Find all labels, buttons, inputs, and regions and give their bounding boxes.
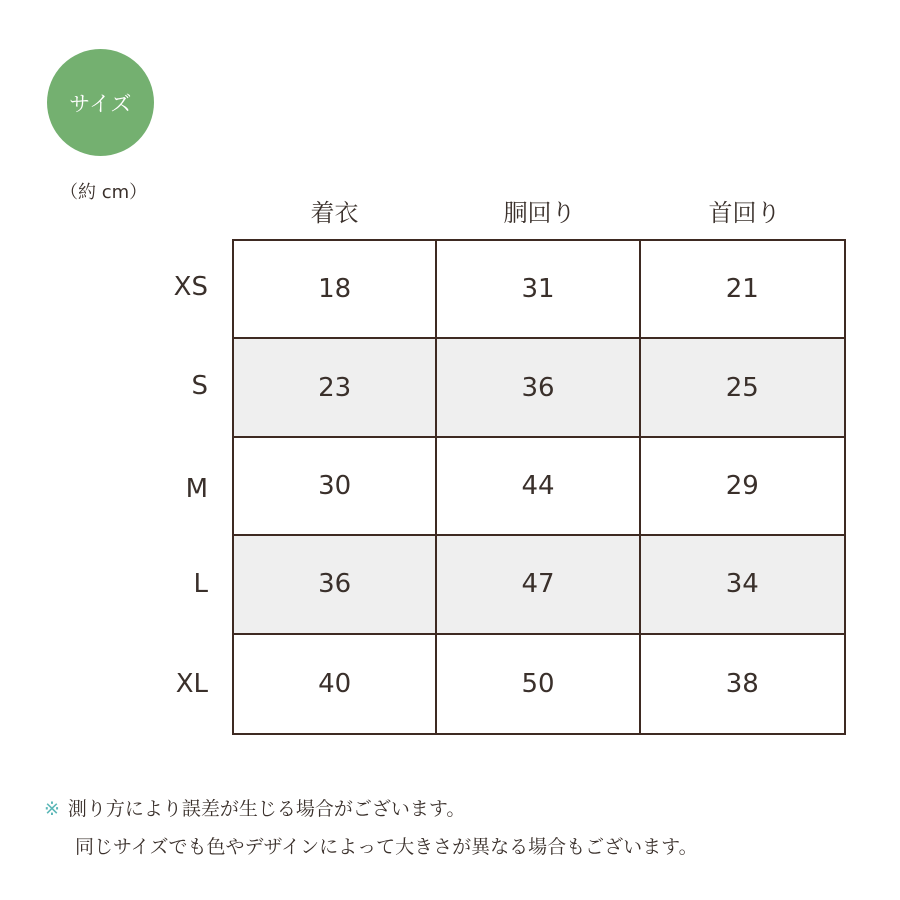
table-cell: 18 [234,241,437,339]
size-badge [47,49,154,156]
notes [44,790,698,866]
note-text-1: 測り方により誤差が生じる場合がございます。 [67,798,466,820]
table-cell: 25 [641,339,844,437]
column-header-neck: 首回り [708,199,781,227]
note-line-1 [44,790,698,828]
table-cell: 47 [437,536,640,634]
table-cell: 38 [725,668,759,699]
table-cell: 29 [641,438,844,536]
column-header-garment-length: 着衣 [310,199,359,227]
table-cell: 23 [234,339,437,437]
size-badge-label: サイズ [69,91,132,116]
table-cell: 30 [234,438,437,536]
row-label-l: L [193,569,208,599]
table-cell: 36 [437,339,640,437]
row-label-s: S [191,371,208,401]
column-header-waist: 胴回り [503,199,576,227]
table-cell: 31 [437,241,640,339]
unit-note: （約 cm） [60,182,148,203]
row-label-m: M [185,474,208,504]
row-label-xl: XL [175,669,208,699]
note-line-2: 同じサイズでも色やデザインによって大きさが異なる場合もございます。 [75,836,698,858]
table-cell: 50 [437,635,640,733]
table-cell: 44 [437,438,640,536]
note-mark: ※ [44,798,60,820]
table-cell: 34 [641,536,844,634]
row-label-xs: XS [173,272,208,302]
size-table [232,239,846,735]
table-cell: 40 [234,635,437,733]
table-cell: 36 [234,536,437,634]
table-cell: 21 [641,241,844,339]
